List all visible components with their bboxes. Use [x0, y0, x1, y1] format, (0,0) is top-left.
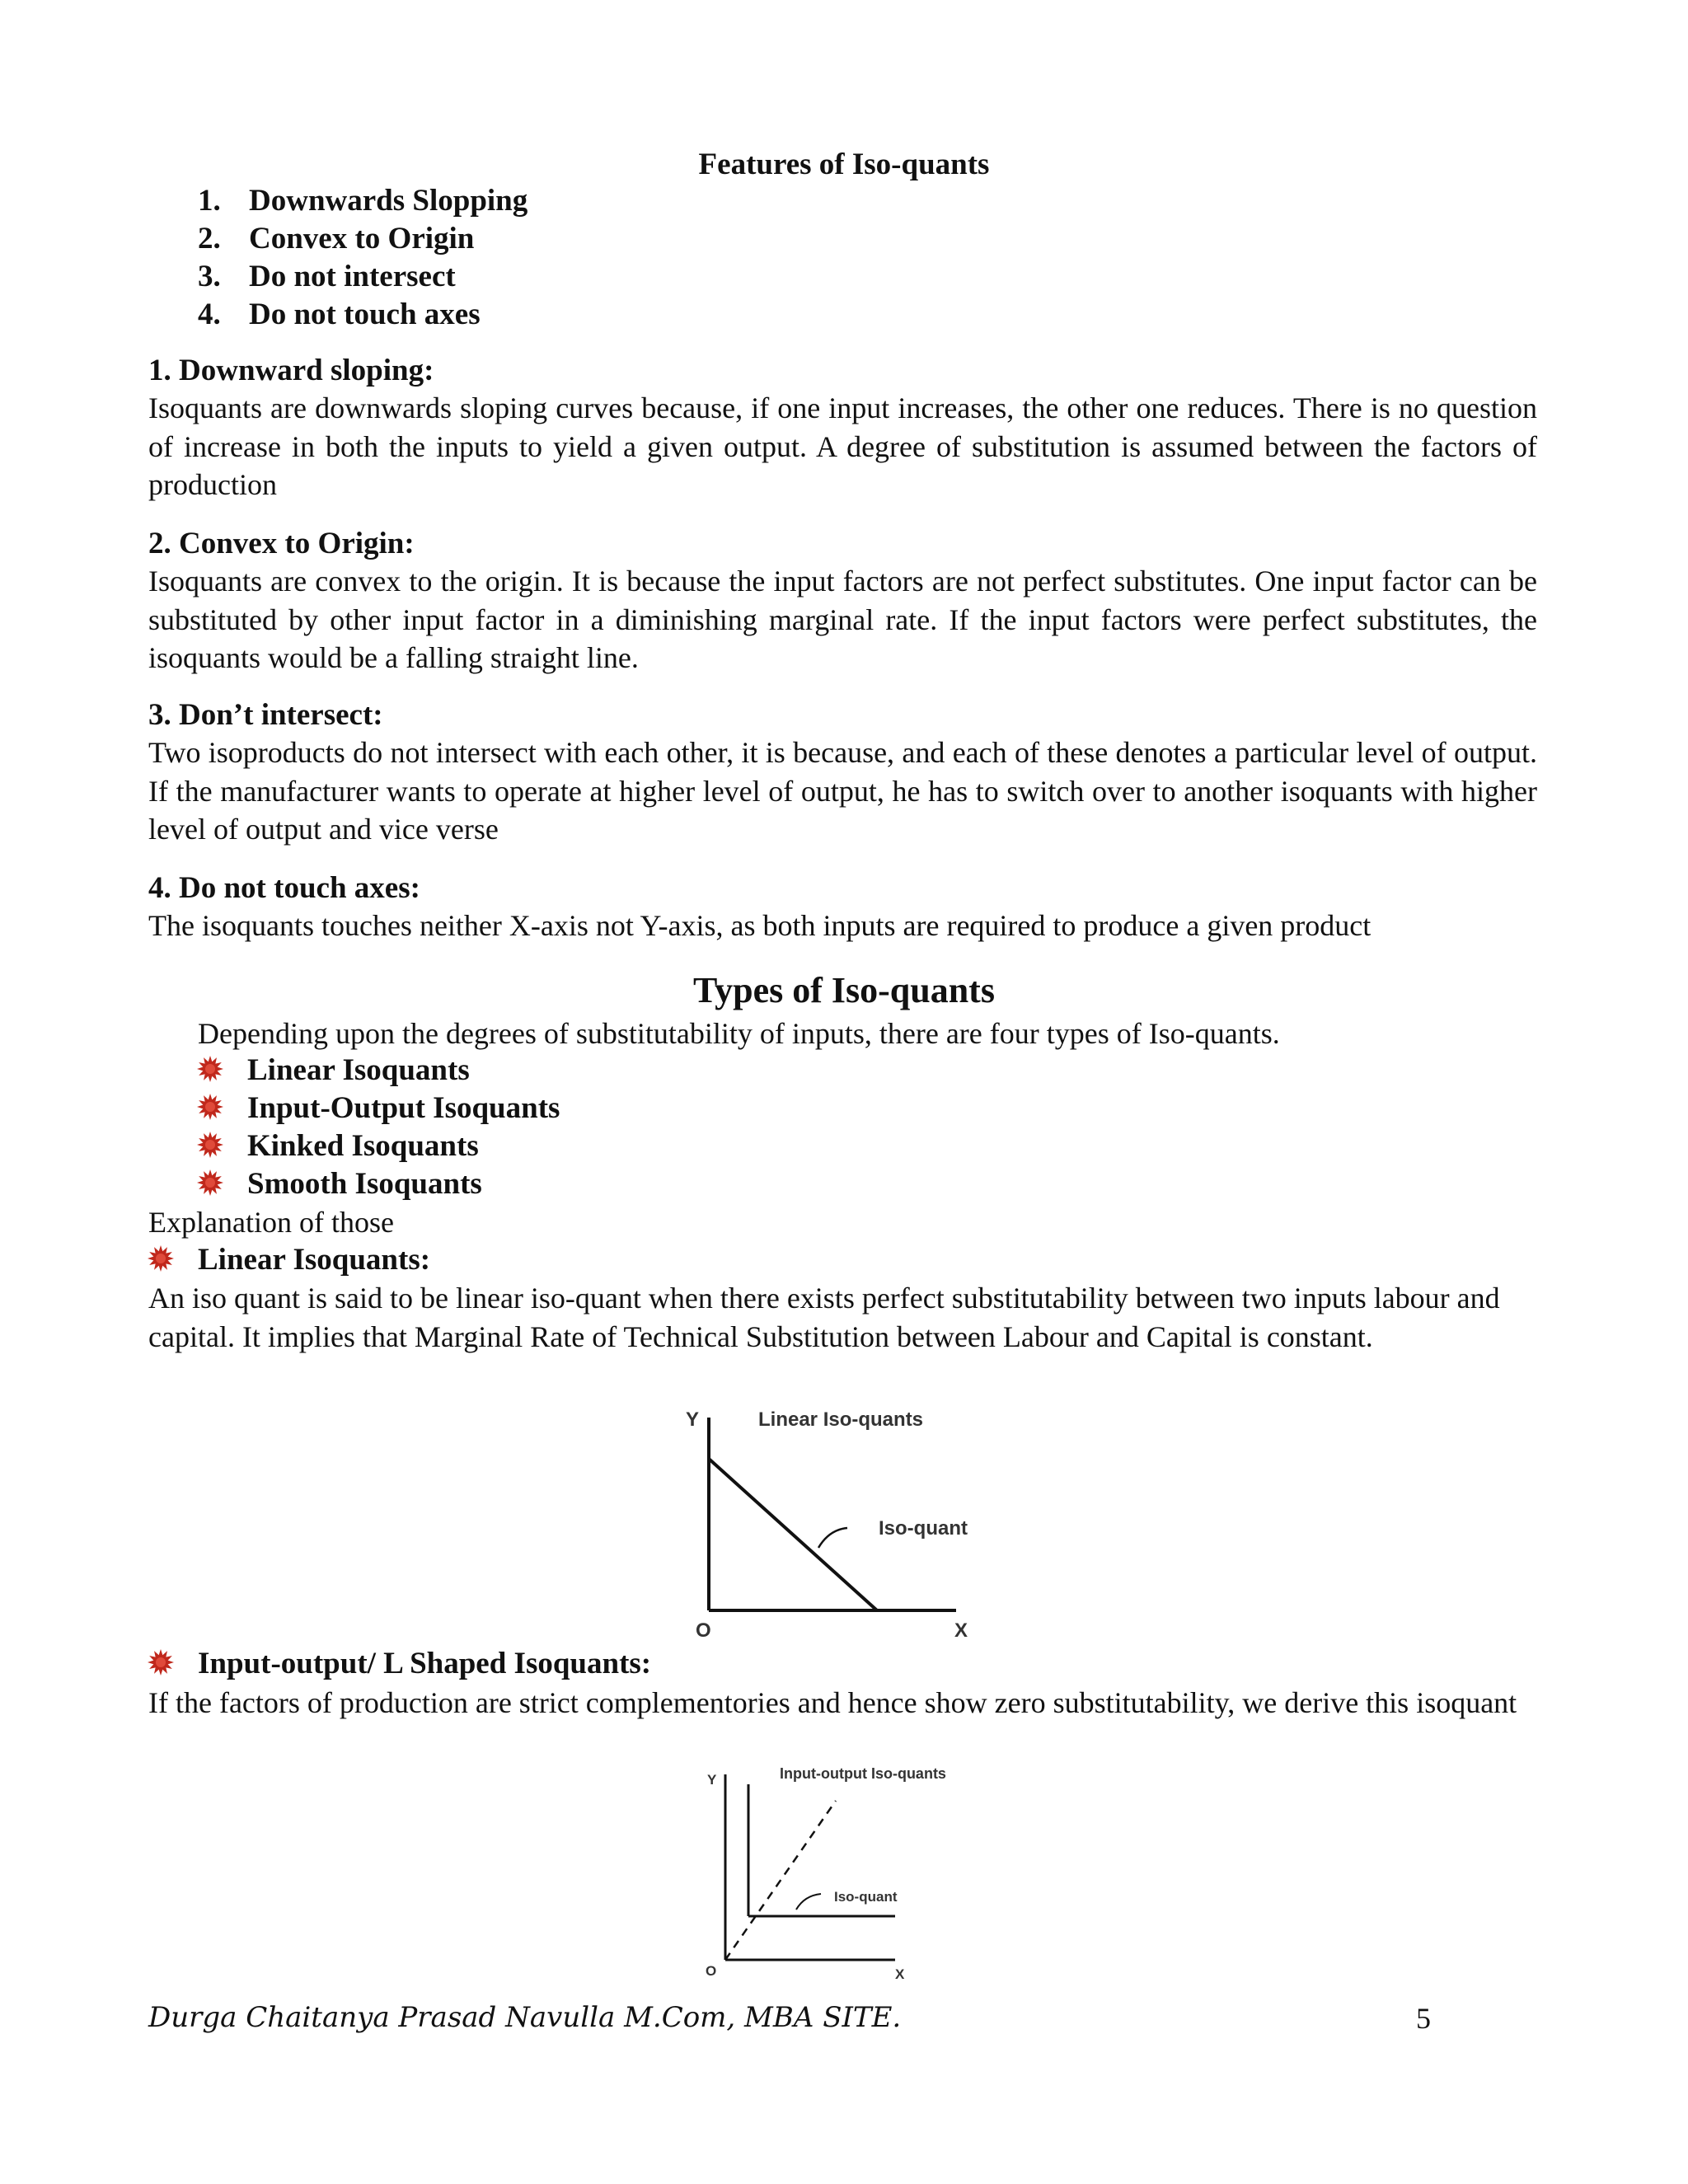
red-star-bullet-icon: [147, 1244, 175, 1272]
features-title: Features of Iso-quants: [698, 148, 990, 181]
linear-isoquant-figure: [668, 1401, 1014, 1648]
feature-item-1: 1. Downwards Slopping: [198, 184, 528, 218]
section-2-body: Isoquants are convex to the origin. It is because the input factors are not perfect substitutes. One input factor can be substituted by other input factor in a diminishing marginal rate. If the input factors were perfect substitutes, the isoquants would be a falling straight line.: [148, 565, 1537, 674]
explanation-label: Explanation of those: [148, 1206, 394, 1239]
red-star-bullet-icon: [196, 1093, 224, 1121]
origin-label: O: [706, 1963, 717, 1979]
lshaped-body: If the factors of production are strict complementories and hence show zero substitutability, we derive this isoquant: [148, 1686, 1517, 1719]
section-3-heading: 3. Don’t intersect:: [148, 698, 383, 732]
red-star-bullet-icon: [196, 1055, 224, 1083]
figure-title: Linear Iso-quants: [758, 1408, 924, 1431]
red-star-bullet-icon: [196, 1169, 224, 1197]
linear-heading: Linear Isoquants:: [198, 1243, 431, 1277]
section-4-body: The isoquants touches neither X-axis not Y-axis, as both inputs are required to produce a given product: [148, 909, 1372, 942]
type-item-4: Smooth Isoquants: [247, 1167, 482, 1201]
label-pointer: [796, 1894, 821, 1910]
section-1-body: Isoquants are downwards sloping curves because, if one input increases, the other one reduces. There is no question of increase in both the inputs to yield a given output. A degree of substitution is assumed between the factors of production: [148, 391, 1537, 501]
isoquant-line: [709, 1459, 877, 1610]
type-item-2: Input-Output Isoquants: [247, 1091, 560, 1125]
feature-item-4: 4. Do not touch axes: [198, 298, 481, 331]
figure-title: Input-output Iso-quants: [780, 1765, 946, 1782]
lshaped-heading: Input-output/ L Shaped Isoquants:: [198, 1647, 652, 1680]
type-item-1: Linear Isoquants: [247, 1053, 470, 1087]
feature-item-2: 2. Convex to Origin: [198, 222, 475, 255]
input-output-isoquant-figure: [697, 1760, 994, 1982]
section-2-heading: 2. Convex to Origin:: [148, 527, 415, 560]
x-axis-label: X: [895, 1966, 905, 1982]
section-3-body: Two isoproducts do not intersect with each other, it is because, and each of these denotes a particular level of output. If the manufacturer wants to operate at higher level of output, he has to switch over to another isoquants with higher level of output and vice verse: [148, 736, 1537, 846]
linear-body: An iso quant is said to be linear iso-quant when there exists perfect substitutability between two inputs labour and capital. It implies that Marginal Rate of Technical Substitution between Labour and Capital is constant.: [148, 1282, 1500, 1353]
curve-label: Iso-quant: [834, 1889, 898, 1905]
label-pointer: [818, 1528, 847, 1548]
feature-item-3: 3. Do not intersect: [198, 260, 456, 293]
red-star-bullet-icon: [196, 1131, 224, 1159]
curve-label: Iso-quant: [879, 1517, 968, 1540]
origin-label: O: [696, 1619, 711, 1642]
y-axis-label: Y: [707, 1772, 717, 1788]
expansion-path: [725, 1801, 836, 1960]
footer-author: Durga Chaitanya Prasad Navulla M.Com, MBA SITE.: [148, 2001, 902, 2034]
types-title: Types of Iso-quants: [693, 970, 995, 1010]
page-number: 5: [1416, 2002, 1431, 2035]
types-intro: Depending upon the degrees of substitutability of inputs, there are four types of Iso-quants.: [198, 1017, 1280, 1050]
x-axis-label: X: [954, 1619, 968, 1642]
red-star-bullet-icon: [147, 1648, 175, 1676]
y-axis-label: Y: [686, 1408, 700, 1431]
section-4-heading: 4. Do not touch axes:: [148, 871, 420, 905]
section-1-heading: 1. Downward sloping:: [148, 354, 434, 387]
type-item-3: Kinked Isoquants: [247, 1129, 479, 1163]
